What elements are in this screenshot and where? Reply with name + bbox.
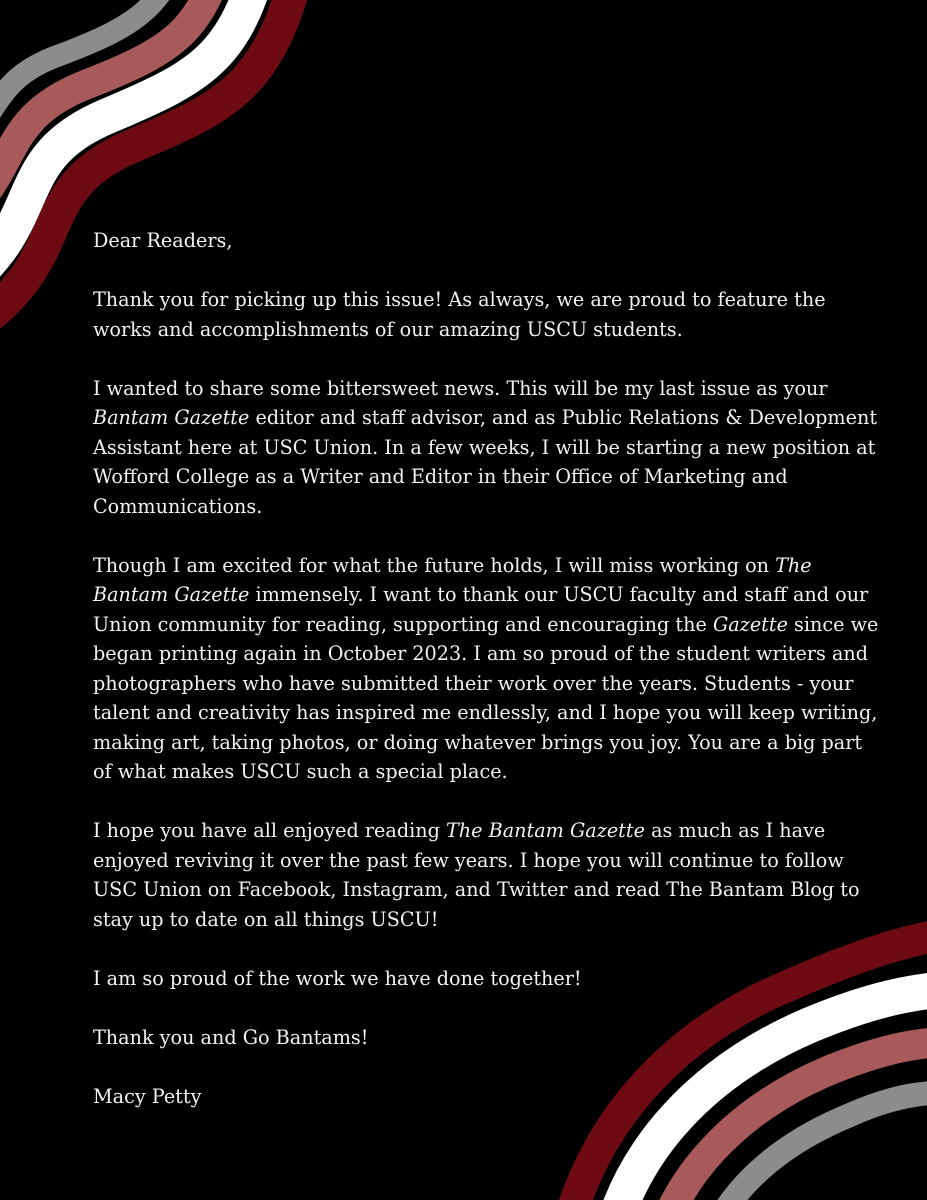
publication-title: The Bantam Gazette: [446, 819, 645, 842]
letter-body: [93, 226, 883, 1141]
paragraph-5: I am so proud of the work we have done together!: [93, 966, 582, 990]
salutation: Dear Readers,: [93, 229, 233, 252]
publication-title: Bantam Gazette: [93, 406, 250, 429]
signature: Macy Petty: [93, 1084, 202, 1108]
paragraph-3: Though I am excited for what the future holds, I will miss working on The Bantam Gazette immensely. I want to thank our USCU faculty and staff and our Union community for reading, supporting and encouraging the Gazette since we began printing again in October 2023. I am so proud of the student writers and photographers who have submitted their work over the years. Students - your talent and creativity has inspired me endlessly, and I hope you will keep writing, making art, taking photos, or doing whatever brings you joy. You are a big part of what makes USCU such a special place.: [93, 553, 879, 783]
publication-title: Gazette: [712, 612, 788, 636]
paragraph-2: I wanted to share some bittersweet news. This will be my last issue as your Bantam Gazette editor and staff advisor, and as Public Relations & Development Assistant here at USC Union. In a few weeks, I will be starting a new position at Wofford College as a Writer and Editor in their Office of Marketing and Communications.: [93, 376, 878, 518]
publication-title: The Bantam Gazette: [93, 553, 812, 606]
paragraph-4: I hope you have all enjoyed reading The Bantam Gazette as much as I have enjoyed reviving it over the past few years. I hope you will continue to follow USC Union on Facebook, Instagram, and Twitter and read The Bantam Blog to stay up to date on all things USCU!: [93, 819, 860, 931]
closing: Thank you and Go Bantams!: [93, 1025, 369, 1049]
paragraph-1: Thank you for picking up this issue! As always, we are proud to feature the works and accomplishments of our amazing USCU students.: [93, 288, 826, 341]
